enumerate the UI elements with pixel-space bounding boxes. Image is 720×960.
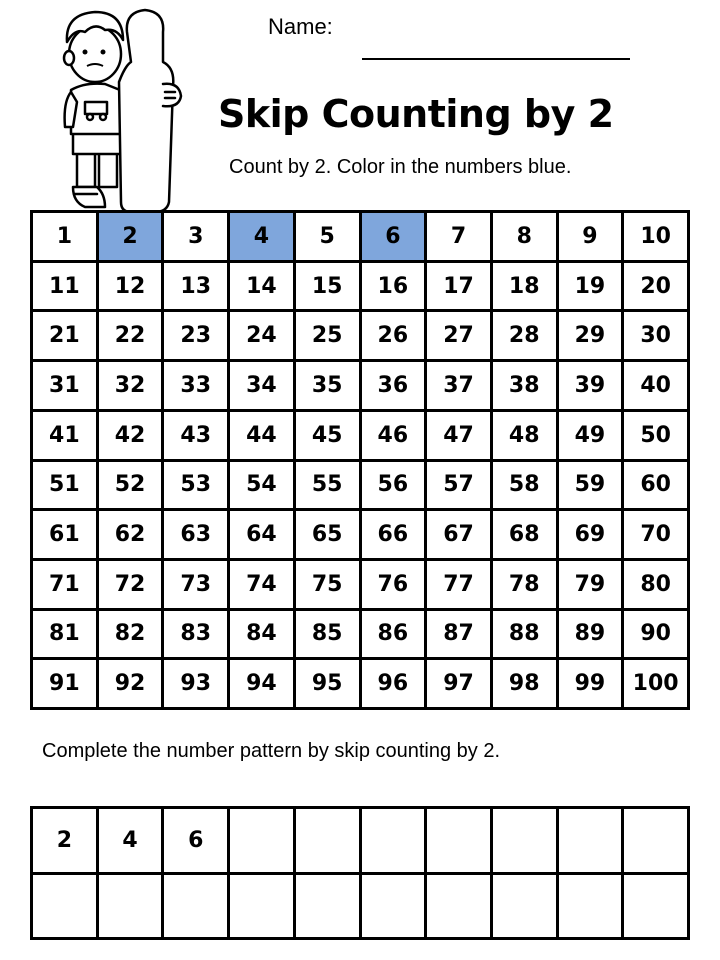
chart-cell-63[interactable]: 63	[164, 511, 227, 558]
chart-cell-92[interactable]: 92	[99, 660, 162, 707]
chart-cell-78[interactable]: 78	[493, 561, 556, 608]
chart-cell-71[interactable]: 71	[33, 561, 96, 608]
chart-cell-53[interactable]: 53	[164, 462, 227, 509]
chart-cell-86[interactable]: 86	[362, 611, 425, 658]
pattern-cell[interactable]	[559, 875, 622, 938]
chart-cell-95[interactable]: 95	[296, 660, 359, 707]
chart-cell-25[interactable]: 25	[296, 312, 359, 359]
chart-cell-20[interactable]: 20	[624, 263, 687, 310]
chart-cell-8[interactable]: 8	[493, 213, 556, 260]
chart-cell-99[interactable]: 99	[559, 660, 622, 707]
chart-cell-48[interactable]: 48	[493, 412, 556, 459]
chart-cell-50[interactable]: 50	[624, 412, 687, 459]
chart-cell-31[interactable]: 31	[33, 362, 96, 409]
chart-cell-14[interactable]: 14	[230, 263, 293, 310]
chart-cell-40[interactable]: 40	[624, 362, 687, 409]
chart-cell-68[interactable]: 68	[493, 511, 556, 558]
chart-cell-11[interactable]: 11	[33, 263, 96, 310]
chart-cell-66[interactable]: 66	[362, 511, 425, 558]
chart-cell-34[interactable]: 34	[230, 362, 293, 409]
chart-cell-18[interactable]: 18	[493, 263, 556, 310]
pattern-grid	[30, 806, 690, 940]
chart-cell-29[interactable]: 29	[559, 312, 622, 359]
instructions-text: Count by 2. Color in the numbers blue.	[229, 156, 572, 178]
chart-cell-7[interactable]: 7	[427, 213, 490, 260]
chart-cell-76[interactable]: 76	[362, 561, 425, 608]
pattern-cell[interactable]: 2	[33, 809, 96, 872]
name-line[interactable]	[362, 58, 630, 60]
chart-cell-33[interactable]: 33	[164, 362, 227, 409]
chart-cell-4[interactable]: 4	[230, 213, 293, 260]
chart-cell-60[interactable]: 60	[624, 462, 687, 509]
chart-cell-58[interactable]: 58	[493, 462, 556, 509]
chart-cell-9[interactable]: 9	[559, 213, 622, 260]
chart-cell-24[interactable]: 24	[230, 312, 293, 359]
chart-cell-6[interactable]: 6	[362, 213, 425, 260]
chart-cell-26[interactable]: 26	[362, 312, 425, 359]
chart-cell-3[interactable]: 3	[164, 213, 227, 260]
chart-cell-96[interactable]: 96	[362, 660, 425, 707]
chart-cell-13[interactable]: 13	[164, 263, 227, 310]
chart-cell-28[interactable]: 28	[493, 312, 556, 359]
chart-cell-75[interactable]: 75	[296, 561, 359, 608]
chart-cell-43[interactable]: 43	[164, 412, 227, 459]
chart-cell-67[interactable]: 67	[427, 511, 490, 558]
chart-cell-83[interactable]: 83	[164, 611, 227, 658]
chart-cell-27[interactable]: 27	[427, 312, 490, 359]
chart-cell-90[interactable]: 90	[624, 611, 687, 658]
chart-cell-55[interactable]: 55	[296, 462, 359, 509]
chart-cell-91[interactable]: 91	[33, 660, 96, 707]
pattern-cell[interactable]: 6	[164, 809, 227, 872]
pattern-cell[interactable]	[362, 875, 425, 938]
chart-cell-88[interactable]: 88	[493, 611, 556, 658]
chart-cell-94[interactable]: 94	[230, 660, 293, 707]
chart-cell-61[interactable]: 61	[33, 511, 96, 558]
chart-cell-56[interactable]: 56	[362, 462, 425, 509]
chart-cell-98[interactable]: 98	[493, 660, 556, 707]
pattern-cell[interactable]: 4	[99, 809, 162, 872]
chart-cell-44[interactable]: 44	[230, 412, 293, 459]
page-title: Skip Counting by 2	[218, 92, 614, 136]
chart-cell-10[interactable]: 10	[624, 213, 687, 260]
chart-cell-81[interactable]: 81	[33, 611, 96, 658]
chart-cell-45[interactable]: 45	[296, 412, 359, 459]
boy-hugging-number-one-icon	[55, 2, 195, 214]
chart-cell-62[interactable]: 62	[99, 511, 162, 558]
chart-cell-85[interactable]: 85	[296, 611, 359, 658]
pattern-cell[interactable]	[493, 875, 556, 938]
chart-cell-51[interactable]: 51	[33, 462, 96, 509]
chart-cell-74[interactable]: 74	[230, 561, 293, 608]
chart-cell-2[interactable]: 2	[99, 213, 162, 260]
pattern-cell[interactable]	[296, 809, 359, 872]
hundreds-chart	[30, 210, 690, 710]
pattern-cell[interactable]	[559, 809, 622, 872]
chart-cell-32[interactable]: 32	[99, 362, 162, 409]
chart-cell-82[interactable]: 82	[99, 611, 162, 658]
chart-cell-84[interactable]: 84	[230, 611, 293, 658]
chart-cell-69[interactable]: 69	[559, 511, 622, 558]
chart-cell-59[interactable]: 59	[559, 462, 622, 509]
chart-cell-35[interactable]: 35	[296, 362, 359, 409]
pattern-cell[interactable]	[230, 809, 293, 872]
pattern-cell[interactable]	[33, 875, 96, 938]
chart-cell-72[interactable]: 72	[99, 561, 162, 608]
pattern-cell[interactable]	[427, 809, 490, 872]
pattern-cell[interactable]	[230, 875, 293, 938]
chart-cell-100[interactable]: 100	[624, 660, 687, 707]
chart-cell-15[interactable]: 15	[296, 263, 359, 310]
chart-cell-65[interactable]: 65	[296, 511, 359, 558]
pattern-cell[interactable]	[624, 809, 687, 872]
chart-cell-52[interactable]: 52	[99, 462, 162, 509]
pattern-cell[interactable]	[362, 809, 425, 872]
chart-cell-42[interactable]: 42	[99, 412, 162, 459]
chart-cell-23[interactable]: 23	[164, 312, 227, 359]
pattern-cell[interactable]	[164, 875, 227, 938]
chart-cell-5[interactable]: 5	[296, 213, 359, 260]
chart-cell-57[interactable]: 57	[427, 462, 490, 509]
chart-cell-17[interactable]: 17	[427, 263, 490, 310]
chart-cell-37[interactable]: 37	[427, 362, 490, 409]
chart-cell-77[interactable]: 77	[427, 561, 490, 608]
pattern-cell[interactable]	[493, 809, 556, 872]
chart-cell-97[interactable]: 97	[427, 660, 490, 707]
chart-cell-79[interactable]: 79	[559, 561, 622, 608]
chart-cell-49[interactable]: 49	[559, 412, 622, 459]
chart-cell-19[interactable]: 19	[559, 263, 622, 310]
chart-cell-36[interactable]: 36	[362, 362, 425, 409]
pattern-cell[interactable]	[427, 875, 490, 938]
chart-cell-16[interactable]: 16	[362, 263, 425, 310]
chart-cell-41[interactable]: 41	[33, 412, 96, 459]
chart-cell-89[interactable]: 89	[559, 611, 622, 658]
chart-cell-30[interactable]: 30	[624, 312, 687, 359]
chart-cell-87[interactable]: 87	[427, 611, 490, 658]
chart-cell-80[interactable]: 80	[624, 561, 687, 608]
chart-cell-64[interactable]: 64	[230, 511, 293, 558]
chart-cell-39[interactable]: 39	[559, 362, 622, 409]
pattern-cell[interactable]	[624, 875, 687, 938]
chart-cell-21[interactable]: 21	[33, 312, 96, 359]
name-label: Name:	[268, 14, 333, 39]
chart-cell-47[interactable]: 47	[427, 412, 490, 459]
chart-cell-73[interactable]: 73	[164, 561, 227, 608]
chart-cell-12[interactable]: 12	[99, 263, 162, 310]
chart-cell-38[interactable]: 38	[493, 362, 556, 409]
chart-cell-1[interactable]: 1	[33, 213, 96, 260]
chart-cell-54[interactable]: 54	[230, 462, 293, 509]
chart-cell-22[interactable]: 22	[99, 312, 162, 359]
pattern-instructions: Complete the number pattern by skip counting by 2.	[42, 740, 501, 762]
chart-cell-93[interactable]: 93	[164, 660, 227, 707]
chart-cell-70[interactable]: 70	[624, 511, 687, 558]
chart-cell-46[interactable]: 46	[362, 412, 425, 459]
pattern-cell[interactable]	[296, 875, 359, 938]
pattern-cell[interactable]	[99, 875, 162, 938]
